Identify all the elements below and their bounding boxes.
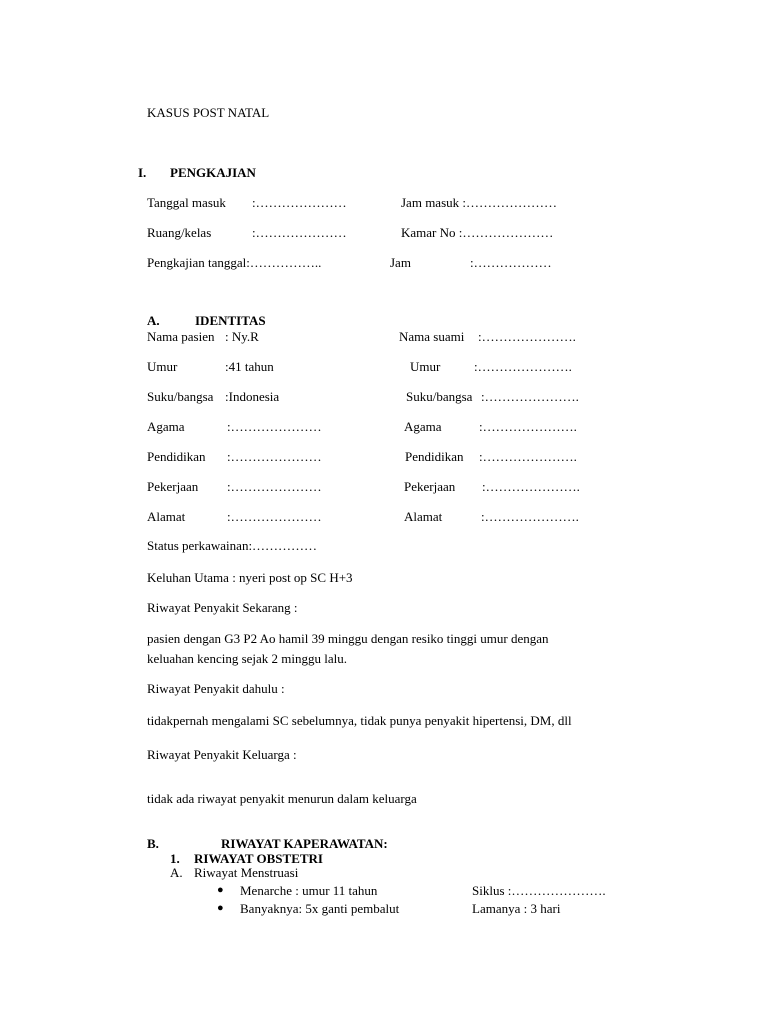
rpk-text: tidak ada riwayat penyakit menurun dalam keluarga [147, 791, 417, 806]
patient-label: Alamat [147, 509, 186, 524]
subsection-letter: B. [147, 836, 159, 851]
rpd-text: tidakpernah mengalami SC sebelumnya, tidak punya penyakit hipertensi, DM, dll [147, 713, 572, 728]
field-kamar-no: Kamar No :………………… [401, 225, 554, 240]
list-item-left: Banyaknya: 5x ganti pembalut [240, 901, 400, 916]
husband-label: Nama suami [399, 329, 465, 344]
husband-label: Umur [410, 359, 441, 374]
husband-value: :…………………. [482, 479, 580, 494]
patient-value: :………………… [227, 509, 322, 524]
field-label-jam: Jam [390, 255, 411, 270]
list-item-right: Lamanya : 3 hari [472, 901, 561, 916]
subitem-heading: Riwayat Menstruasi [194, 865, 299, 880]
list-item-right: Siklus :…………………. [472, 883, 606, 898]
item-heading: RIWAYAT OBSTETRI [194, 851, 323, 866]
field-label-tanggal-masuk: Tanggal masuk [147, 195, 226, 210]
section-number: I. [138, 165, 147, 180]
patient-label: Suku/bangsa [147, 389, 214, 404]
item-number: 1. [170, 851, 180, 866]
patient-value: : Ny.R [225, 329, 259, 344]
rpd-label: Riwayat Penyakit dahulu : [147, 681, 285, 696]
husband-value: :…………………. [478, 329, 576, 344]
rps-label: Riwayat Penyakit Sekarang : [147, 600, 298, 615]
husband-label: Pendidikan [405, 449, 464, 464]
husband-value: :…………………. [481, 389, 579, 404]
field-label-ruang-kelas: Ruang/kelas [147, 225, 212, 240]
rps-text-line: pasien dengan G3 P2 Ao hamil 39 minggu dengan resiko tinggi umur dengan [147, 631, 549, 646]
patient-label: Nama pasien [147, 329, 215, 344]
husband-value: :…………………. [481, 509, 579, 524]
husband-label: Agama [404, 419, 442, 434]
patient-value: :………………… [227, 449, 322, 464]
field-jam-masuk: Jam masuk :………………… [401, 195, 557, 210]
husband-label: Suku/bangsa [406, 389, 473, 404]
husband-value: :…………………. [479, 449, 577, 464]
subsection-heading: IDENTITAS [195, 313, 266, 328]
patient-label: Umur [147, 359, 178, 374]
patient-value: :41 tahun [225, 359, 274, 374]
keluhan-utama: Keluhan Utama : nyeri post op SC H+3 [147, 570, 353, 585]
patient-value: :………………… [227, 419, 322, 434]
rpk-label: Riwayat Penyakit Keluarga : [147, 747, 297, 762]
rps-text-line: keluahan kencing sejak 2 minggu lalu. [147, 651, 348, 666]
subitem-letter: A. [170, 865, 183, 880]
field-value-ruang-kelas: :………………… [252, 225, 347, 240]
field-value-jam: :……………… [470, 255, 552, 270]
status-perkawinan: Status perkawainan:…………… [147, 538, 318, 553]
field-value-tanggal-masuk: :………………… [252, 195, 347, 210]
husband-value: :…………………. [479, 419, 577, 434]
document-title: KASUS POST NATAL [147, 105, 270, 120]
patient-value: :Indonesia [225, 389, 280, 404]
patient-label: Agama [147, 419, 185, 434]
bullet-icon: ● [217, 884, 224, 896]
patient-label: Pekerjaan [147, 479, 199, 494]
subsection-letter: A. [147, 313, 160, 328]
patient-label: Pendidikan [147, 449, 206, 464]
field-pengkajian-tanggal: Pengkajian tanggal:…………….. [147, 255, 322, 270]
bullet-icon: ● [217, 902, 224, 914]
subsection-heading: RIWAYAT KAPERAWATAN: [221, 836, 388, 851]
husband-value: :…………………. [474, 359, 572, 374]
list-item-left: Menarche : umur 11 tahun [240, 883, 378, 898]
husband-label: Pekerjaan [404, 479, 456, 494]
section-heading: PENGKAJIAN [170, 165, 256, 180]
patient-value: :………………… [227, 479, 322, 494]
husband-label: Alamat [404, 509, 443, 524]
